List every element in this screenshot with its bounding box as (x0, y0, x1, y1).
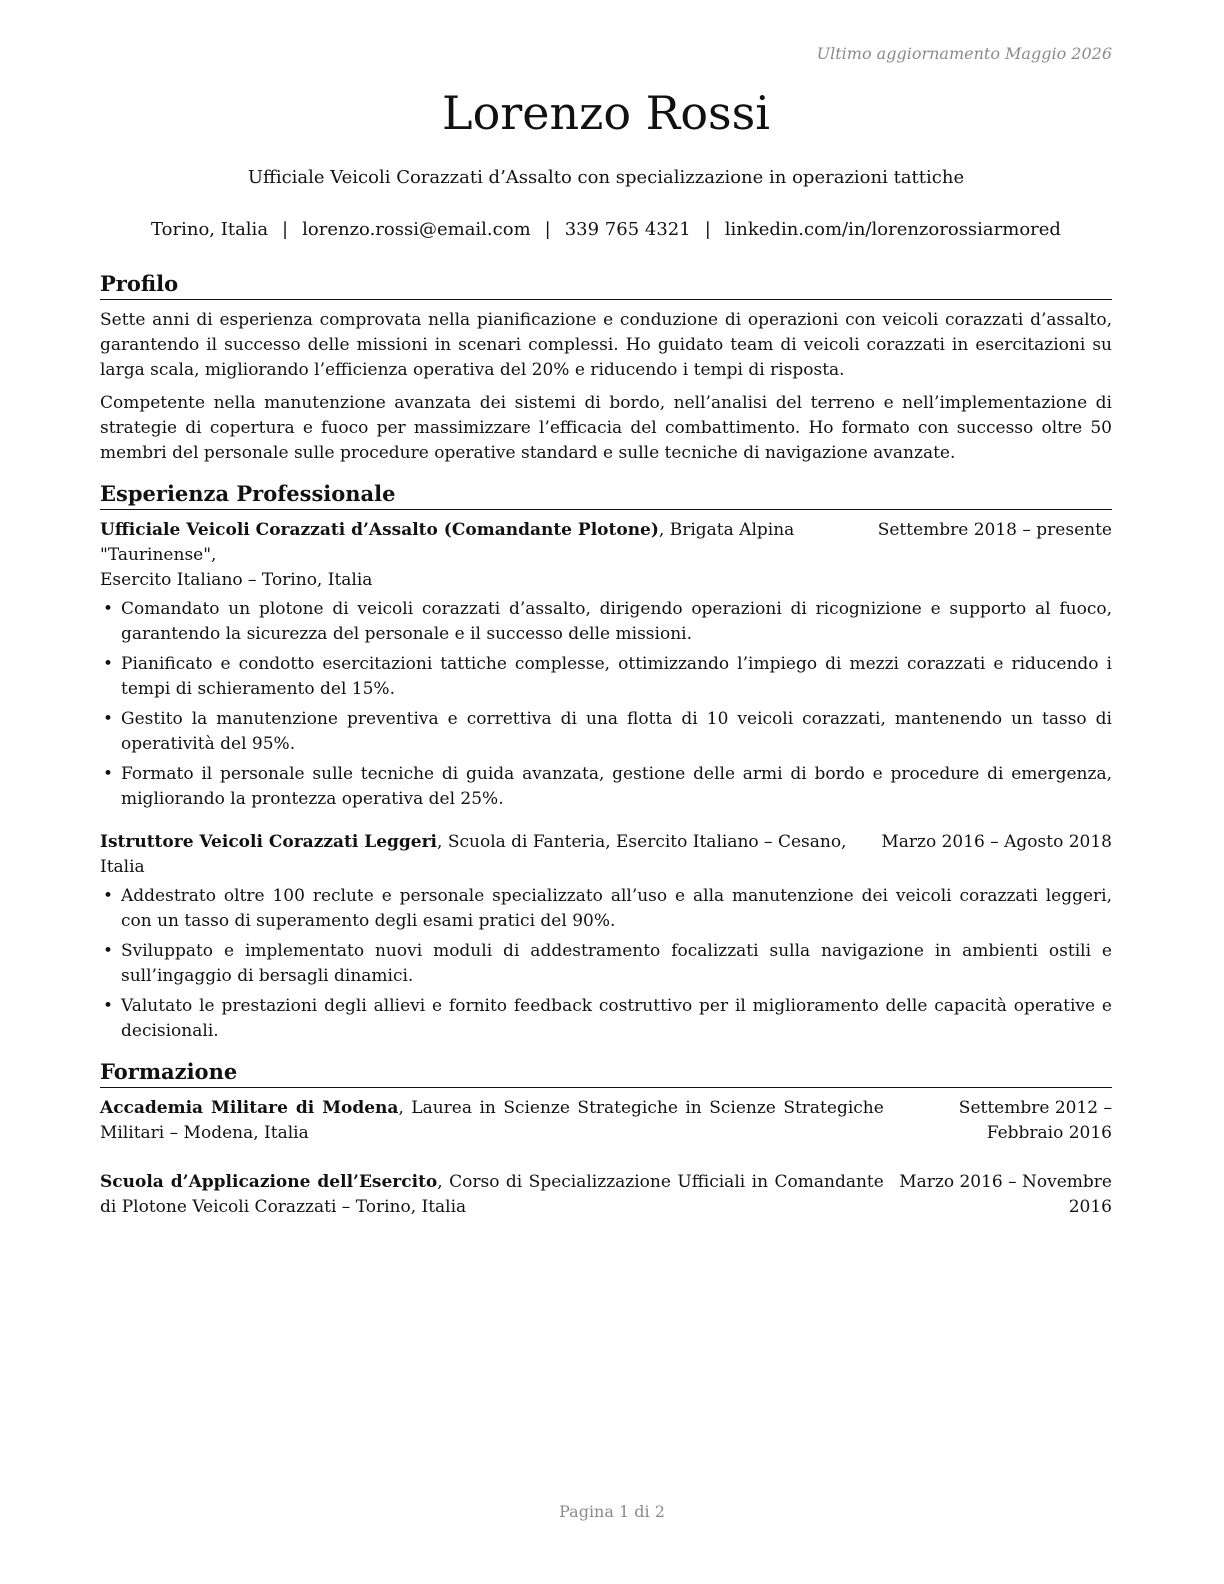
contact-separator: | (704, 219, 711, 240)
section-heading-education: Formazione (100, 1058, 1112, 1088)
list-item (100, 597, 1112, 647)
education-detail: , Corso di Specializzazione Ufficiali in Comandante di Plotone Veicoli Corazzati – Torino, Italia (100, 1172, 884, 1217)
education-entry (100, 1096, 1112, 1146)
contact-linkedin[interactable]: linkedin.com/in/lorenzorossiarmored (724, 219, 1061, 240)
education-detail: , Laurea in Scienze Strategiche in Scienze Strategiche Militari – Modena, Italia (100, 1098, 884, 1143)
job-location: Esercito Italiano – Torino, Italia (100, 570, 373, 590)
job-title: Istruttore Veicoli Corazzati Leggeri (100, 832, 438, 852)
bullet-icon: • (103, 886, 114, 906)
candidate-name: Lorenzo Rossi (442, 86, 770, 140)
bullet-icon: • (103, 654, 114, 674)
contact-email[interactable]: lorenzo.rossi@email.com (302, 219, 531, 240)
bullet-text: Gestito la manutenzione preventiva e correttiva di una flotta di 10 veicoli corazzati, mantenendo un tasso di operatività del 95%. (121, 709, 1112, 754)
list-item (100, 762, 1112, 812)
job-bullets (100, 884, 1112, 1044)
profile-paragraph: Competente nella manutenzione avanzata dei sistemi di bordo, nell’analisi del terreno e nell’implementazione di strategie di copertura e fuoco per massimizzare l’efficacia del combattimento. Ho formato con successo oltre 50 membri del personale sulle procedure operative standard e sulle tecniche di navigazione avanzate. (100, 393, 1112, 463)
list-item (100, 707, 1112, 757)
candidate-tagline: Ufficiale Veicoli Corazzati d’Assalto con specializzazione in operazioni tattiche (247, 167, 965, 188)
list-item (100, 652, 1112, 702)
list-item (100, 939, 1112, 989)
bullet-text: Pianificato e condotto esercitazioni tattiche complesse, ottimizzando l’impiego di mezzi corazzati e riducendo i tempi di schieramento del 15%. (121, 654, 1112, 699)
resume-body (100, 270, 1112, 1244)
section-heading-profile: Profilo (100, 270, 1112, 300)
experience-section (100, 480, 1112, 1044)
profile-paragraph: Sette anni di esperienza comprovata nella pianificazione e conduzione di operazioni con veicoli corazzati d’assalto, garantendo il successo delle missioni in scenari complessi. Ho guidato team di veicoli corazzati in esercitazioni su larga scala, migliorando l’efficienza operativa del 20% e riducendo i tempi di risposta. (100, 310, 1112, 380)
bullet-icon: • (103, 996, 114, 1016)
section-heading-experience: Esperienza Professionale (100, 480, 1112, 510)
education-school: Scuola d’Applicazione dell’Esercito (100, 1172, 438, 1192)
contact-separator: | (282, 219, 289, 240)
bullet-icon: • (103, 941, 114, 961)
job-organization: , Scuola di Fanteria, Esercito Italiano – Cesano, Italia (100, 832, 847, 877)
education-dates: Marzo 2016 – Novembre 2016 (899, 1172, 1112, 1217)
bullet-icon: • (103, 764, 114, 784)
list-item (100, 994, 1112, 1044)
job-header (100, 830, 1112, 880)
bullet-text: Addestrato oltre 100 reclute e personale specializzato all’uso e alla manutenzione dei veicoli corazzati leggeri, con un tasso di superamento degli esami pratici del 90%. (121, 886, 1112, 931)
bullet-text: Formato il personale sulle tecniche di guida avanzata, gestione delle armi di bordo e procedure di emergenza, migliorando la prontezza operativa del 25%. (121, 764, 1112, 809)
job-dates: Settembre 2018 – presente (877, 520, 1112, 540)
job-bullets (100, 597, 1112, 812)
bullet-text: Comandato un plotone di veicoli corazzati d’assalto, dirigendo operazioni di ricognizione e supporto al fuoco, garantendo la sicurezza del personale e il successo delle missioni. (121, 599, 1112, 644)
bullet-icon: • (103, 599, 114, 619)
profile-section (100, 270, 1112, 466)
job-entry (100, 830, 1112, 1044)
job-dates: Marzo 2016 – Agosto 2018 (881, 832, 1112, 852)
education-school: Accademia Militare di Modena (100, 1098, 399, 1118)
job-entry (100, 518, 1112, 812)
list-item (100, 884, 1112, 934)
education-entry (100, 1170, 1112, 1220)
education-dates: Settembre 2012 – Febbraio 2016 (958, 1098, 1112, 1143)
bullet-icon: • (103, 709, 114, 729)
contact-line (100, 219, 1112, 240)
education-section (100, 1058, 1112, 1220)
contact-location: Torino, Italia (151, 219, 269, 240)
bullet-text: Sviluppato e implementato nuovi moduli di addestramento focalizzati sulla navigazione in ambienti ostili e sull’ingaggio di bersagli dinamici. (121, 941, 1112, 986)
page-number: Pagina 1 di 2 (559, 1502, 665, 1521)
job-organization: , Brigata Alpina "Taurinense", (100, 520, 795, 565)
last-updated: Ultimo aggiornamento Maggio 2026 (816, 44, 1112, 63)
job-title: Ufficiale Veicoli Corazzati d’Assalto (Comandante Plotone) (100, 520, 659, 540)
contact-separator: | (544, 219, 551, 240)
contact-phone: 339 765 4321 (564, 219, 691, 240)
job-header (100, 518, 1112, 568)
bullet-text: Valutato le prestazioni degli allievi e fornito feedback costruttivo per il miglioramento delle capacità operative e decisionali. (121, 996, 1112, 1041)
